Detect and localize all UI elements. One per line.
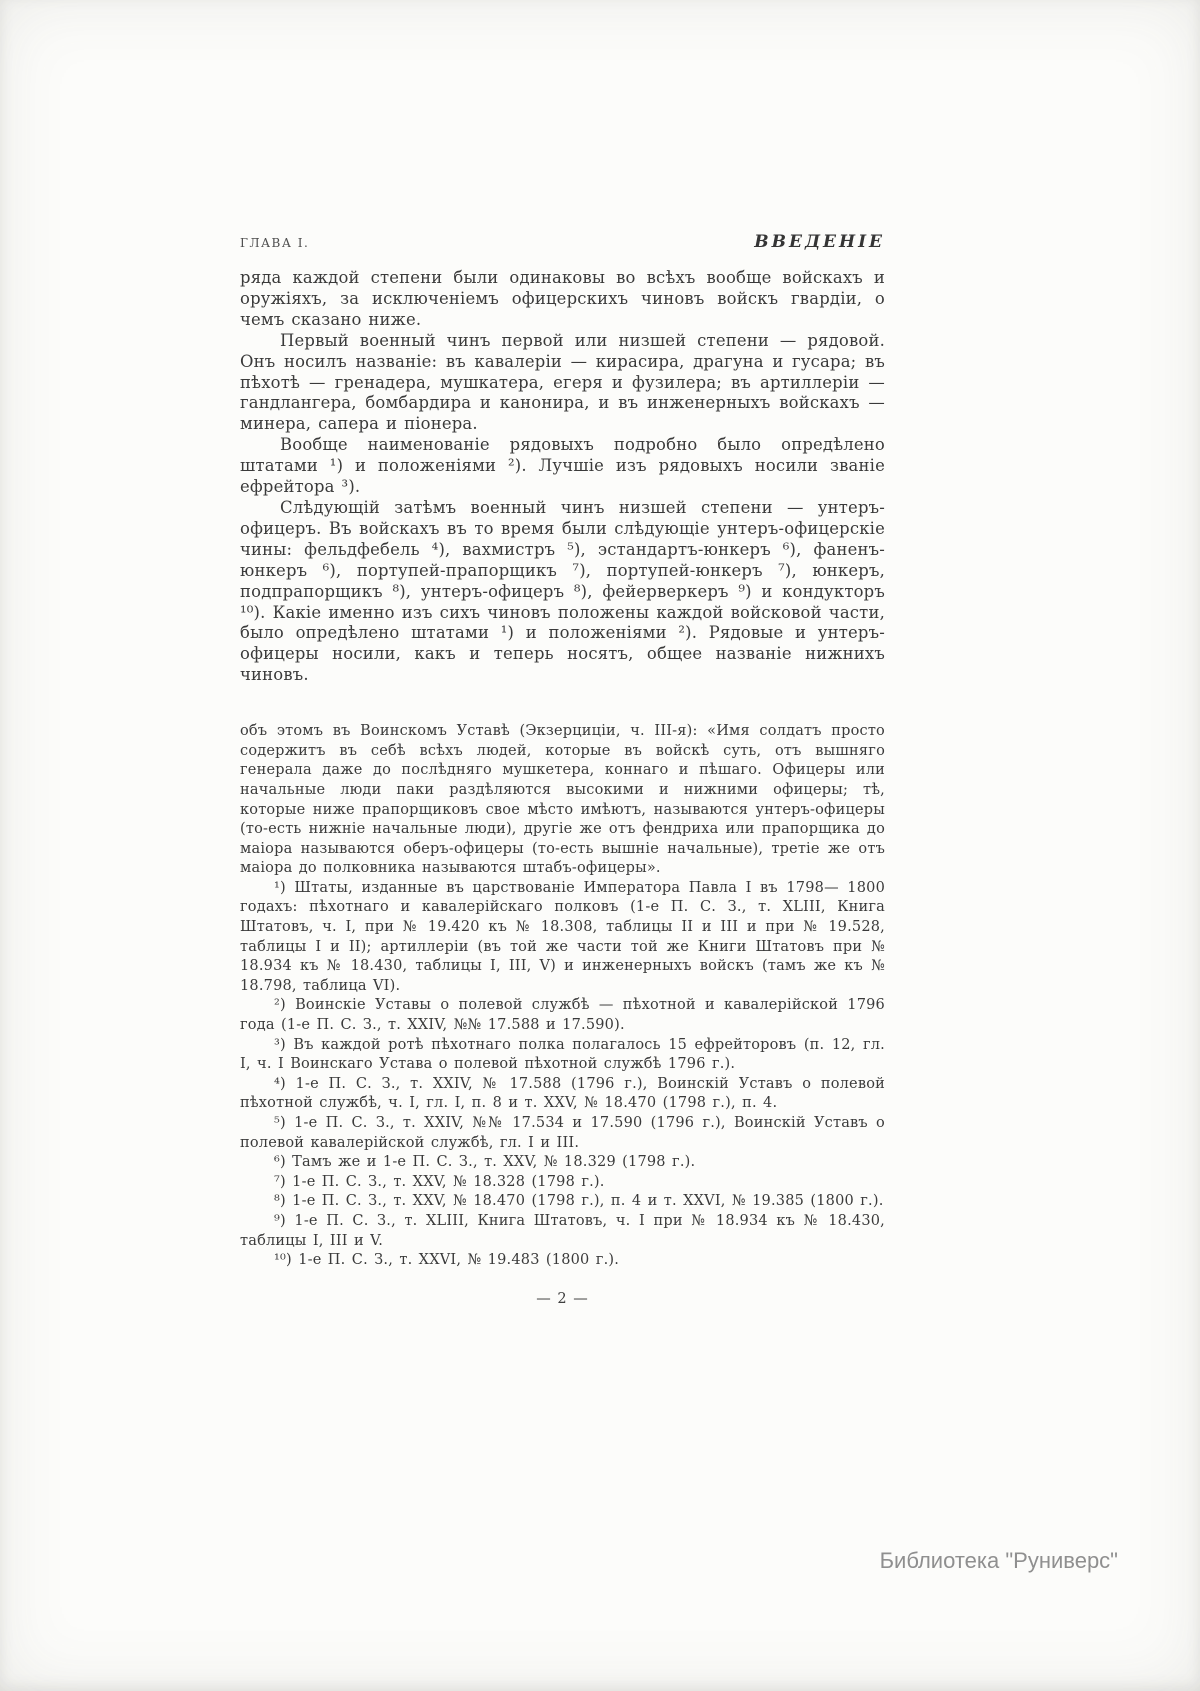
body-paragraph-2: Первый военный чинъ первой или низшей степени — рядовой. Онъ носилъ названіе: въ кавалеріи — кирасира, драгуна и гусара; въ пѣхотѣ — гренадера, мушкатера, егеря и фузилера; въ артиллеріи — гандлангера, бомбардира и канонира, и въ инженерныхъ войскахъ — минера, сапера и піонера. [240,330,885,434]
footnote-3: ³) Въ каждой ротѣ пѣхотнаго полка полагалось 15 ефрейторовъ (п. 12, гл. I, ч. I Воинскаго Устава о полевой пѣхотной службѣ 1796 г.). [240,1036,885,1073]
footnote-continuation: объ этомъ въ Воинскомъ Уставѣ (Экзерциціи, ч. III-я): «Имя солдатъ просто содержитъ въ себѣ всѣхъ людей, которые въ войскѣ суть, отъ вышняго генерала даже до послѣдняго мушкетера, коннаго и пѣшаго. Офицеры или начальные люди паки раздѣляются высокими и нижними офицеры; тѣ, которые ниже прапорщиковъ свое мѣсто имѣютъ, называются унтеръ-офицеры (то-есть нижніе начальные люди), другіе же отъ фендриха или прапорщика до маіора называются оберъ-офицеры (то-есть вышніе начальные), третіе же отъ маіора до полковника называются штабъ-офицеры». [240,723,885,877]
footnote-7: ⁷) 1-е П. С. З., т. XXV, № 18.328 (1798 г.). [274,1173,605,1190]
page-content [240,232,885,1307]
footnote-6: ⁶) Тамъ же и 1-е П. С. З., т. XXV, № 18.329 (1798 г.). [274,1154,696,1171]
running-head [240,232,885,252]
body-paragraph-4: Слѣдующій затѣмъ военный чинъ низшей степени — унтеръ-офицеръ. Въ войскахъ въ то время были слѣдующіе унтеръ-офицерскіе чины: фельдфебель ⁴), вахмистръ ⁵), эстандартъ-юнкеръ ⁶), фаненъ-юнкеръ ⁶), портупей-прапорщикъ ⁷), портупей-юнкеръ ⁷), юнкеръ, подпрапорщикъ ⁸), унтеръ-офицеръ ⁸), фейерверкеръ ⁹) и кондукторъ ¹⁰). Какіе именно изъ сихъ чиновъ положены каждой войсковой части, было опредѣлено штатами ¹) и положеніями ²). Рядовые и унтеръ-офицеры носили, какъ и теперь носятъ, общее названіе нижнихъ чиновъ. [240,497,885,685]
footnote-1: ¹) Штаты, изданные въ царствованіе Императора Павла I въ 1798— 1800 годахъ: пѣхотнаго и кавалерійскаго полковъ (1-е П. С. З., т. XLIII, Книга Штатовъ, ч. I, при № 19.420 къ № 18.308, таблицы II и III и при № 19.528, таблицы I и II); артиллеріи (въ той же части той же Книги Штатовъ при № 18.934 къ № 18.430, таблицы I, III, V) и инженерныхъ войскъ (тамъ же къ № 18.798, таблица VI). [240,879,885,994]
runivers-watermark: Библиотека "Руниверс" [879,1548,1118,1573]
running-head-section: ВВЕДЕНІЕ [754,232,885,252]
footnote-10: ¹⁰) 1-е П. С. З., т. XXVI, № 19.483 (1800 г.). [274,1252,620,1269]
page-number: — 2 — [536,1290,589,1307]
main-text-block [240,268,885,686]
footnotes-block [240,722,885,1271]
running-head-chapter: ГЛАВА I. [240,236,310,250]
body-paragraph-3: Вообще наименованіе рядовыхъ подробно было опредѣлено штатами ¹) и положеніями ²). Лучшіе изъ рядовыхъ носили званіе ефрейтора ³). [240,435,885,497]
footnote-5: ⁵) 1-е П. С. З., т. XXIV, №№ 17.534 и 17.590 (1796 г.), Воинскій Уставъ о полевой кавалерійской службѣ, гл. I и III. [240,1115,885,1151]
footnote-2: ²) Воинскіе Уставы о полевой службѣ — пѣхотной и кавалерійской 1796 года (1-е П. С. З., т. XXIV, №№ 17.588 и 17.590). [240,997,885,1034]
footnote-4: ⁴) 1-е П. С. З., т. XXIV, № 17.588 (1796 г.), Воинскій Уставъ о полевой пѣхотной службѣ, ч. I, гл. I, п. 8 и т. XXV, № 18.470 (1798 г.), п. 4. [240,1075,885,1112]
footnote-9: ⁹) 1-е П. С. З., т. XLIII, Книга Штатовъ, ч. I при № 18.934 къ № 18.430, таблицы I, III и V. [240,1212,885,1249]
footnote-8: ⁸) 1-е П. С. З., т. XXV, № 18.470 (1798 г.), п. 4 и т. XXVI, № 19.385 (1800 г.). [274,1193,884,1210]
body-paragraph-1: ряда каждой степени были одинаковы во всѣхъ вообще войскахъ и оружіяхъ, за исключеніемъ офицерскихъ чиновъ войскъ гвардіи, о чемъ сказано ниже. [240,268,885,329]
